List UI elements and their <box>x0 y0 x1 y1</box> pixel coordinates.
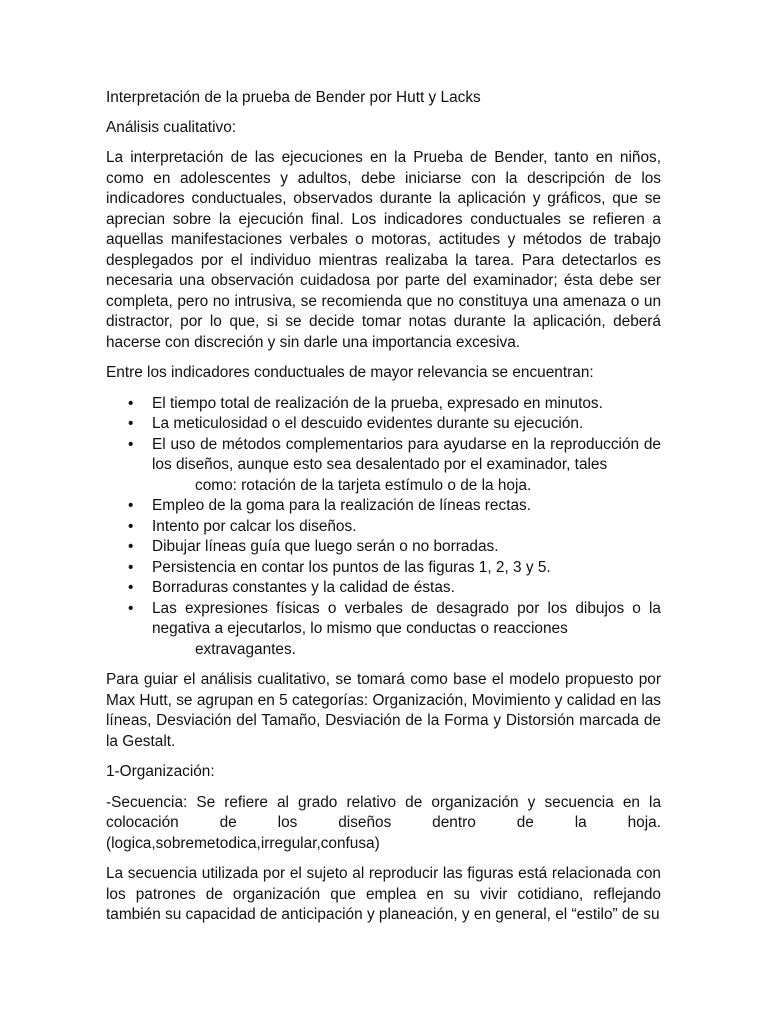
indicator-text: Empleo de la goma para la realización de líneas rectas. <box>152 497 531 514</box>
indicator-text: Las expresiones físicas o verbales de desagrado por los dibujos o la negativa a ejecutarlos, lo mismo que conductas o reacciones <box>152 599 661 637</box>
final-paragraph: La secuencia utilizada por el sujeto al reproducir las figuras está relacionada con los patrones de organización que emplea en su vivir cotidiano, reflejando también su capacidad de anticipación y planeación, y en general, el “estilo” de su <box>106 865 661 923</box>
indicator-continuation: extravagantes. <box>195 640 296 658</box>
indicator-item <box>106 435 661 497</box>
bullet-icon: • <box>128 538 134 555</box>
indicator-item <box>106 517 661 538</box>
model-paragraph: Para guiar el análisis cualitativo, se tomará como base el modelo propuesto por Max Hutt, se agrupan en 5 categorías: Organización, Movimiento y calidad en las líneas, Desviación del Tamaño, Desviación de la Forma y Distorsión marcada de la Gestalt. <box>106 671 661 750</box>
organization-heading: 1-Organización: <box>106 763 215 780</box>
bullet-icon: • <box>128 579 134 596</box>
bullet-icon: • <box>128 415 134 432</box>
bullet-icon: • <box>128 394 134 412</box>
bullet-icon: • <box>128 599 134 617</box>
indicator-text: Intento por calcar los diseños. <box>152 517 357 535</box>
list-intro: Entre los indicadores conductuales de mayor relevancia se encuentran: <box>106 364 594 381</box>
intro-paragraph: La interpretación de las ejecuciones en la Prueba de Bender, tanto en niños, como en adolescentes y adultos, debe iniciarse con la descripción de los indicadores conductuales, observados durante la aplicación y gráficos, que se aprecian sobre la ejecución final. Los indicadores conductuales se refieren a aquellas manifestaciones verbales o motoras, actitudes y métodos de trabajo desplegados por el individuo mientras realizaba la tarea. Para detectarlos es necesaria una observación cuidadosa por parte del examinador; ésta debe ser completa, pero no intrusiva, se recomienda que no constituya una amenaza o un distractor, por lo que, si se decide tomar notas durante la aplicación, deberá hacerse con discreción y sin darle una importancia excesiva. <box>106 149 661 351</box>
indicator-text: El tiempo total de realización de la prueba, expresado en minutos. <box>152 394 603 412</box>
indicator-item <box>106 394 661 415</box>
bullet-icon: • <box>128 558 134 576</box>
indicator-text: El uso de métodos complementarios para ayudarse en la reproducción de los diseños, aunque esto sea desalentado por el examinador, tales <box>152 435 661 473</box>
section-subtitle: Análisis cualitativo: <box>106 118 237 136</box>
indicator-item <box>106 496 661 517</box>
indicator-list <box>106 394 661 661</box>
indicator-text: Borraduras constantes y la calidad de éstas. <box>152 579 455 596</box>
indicator-text: Dibujar líneas guía que luego serán o no borradas. <box>152 538 499 555</box>
bullet-icon: • <box>128 435 134 453</box>
bullet-icon: • <box>128 517 134 535</box>
indicator-text: Persistencia en contar los puntos de las figuras 1, 2, 3 y 5. <box>152 558 551 576</box>
sequence-paragraph: -Secuencia: Se refiere al grado relativo de organización y secuencia en la colocación de los diseños dentro de la hoja. (logica,sobremetodica,irregular,confusa) <box>106 793 661 852</box>
bullet-icon: • <box>128 497 134 514</box>
document-title: Interpretación de la prueba de Bender por Hutt y Lacks <box>106 89 481 106</box>
indicator-item <box>106 558 661 579</box>
document-page <box>106 88 661 936</box>
indicator-item <box>106 578 661 599</box>
indicator-item <box>106 599 661 661</box>
indicator-continuation: como: rotación de la tarjeta estímulo o de la hoja. <box>195 476 532 494</box>
indicator-item <box>106 537 661 558</box>
indicator-text: La meticulosidad o el descuido evidentes durante su ejecución. <box>152 415 584 432</box>
indicator-item <box>106 414 661 435</box>
